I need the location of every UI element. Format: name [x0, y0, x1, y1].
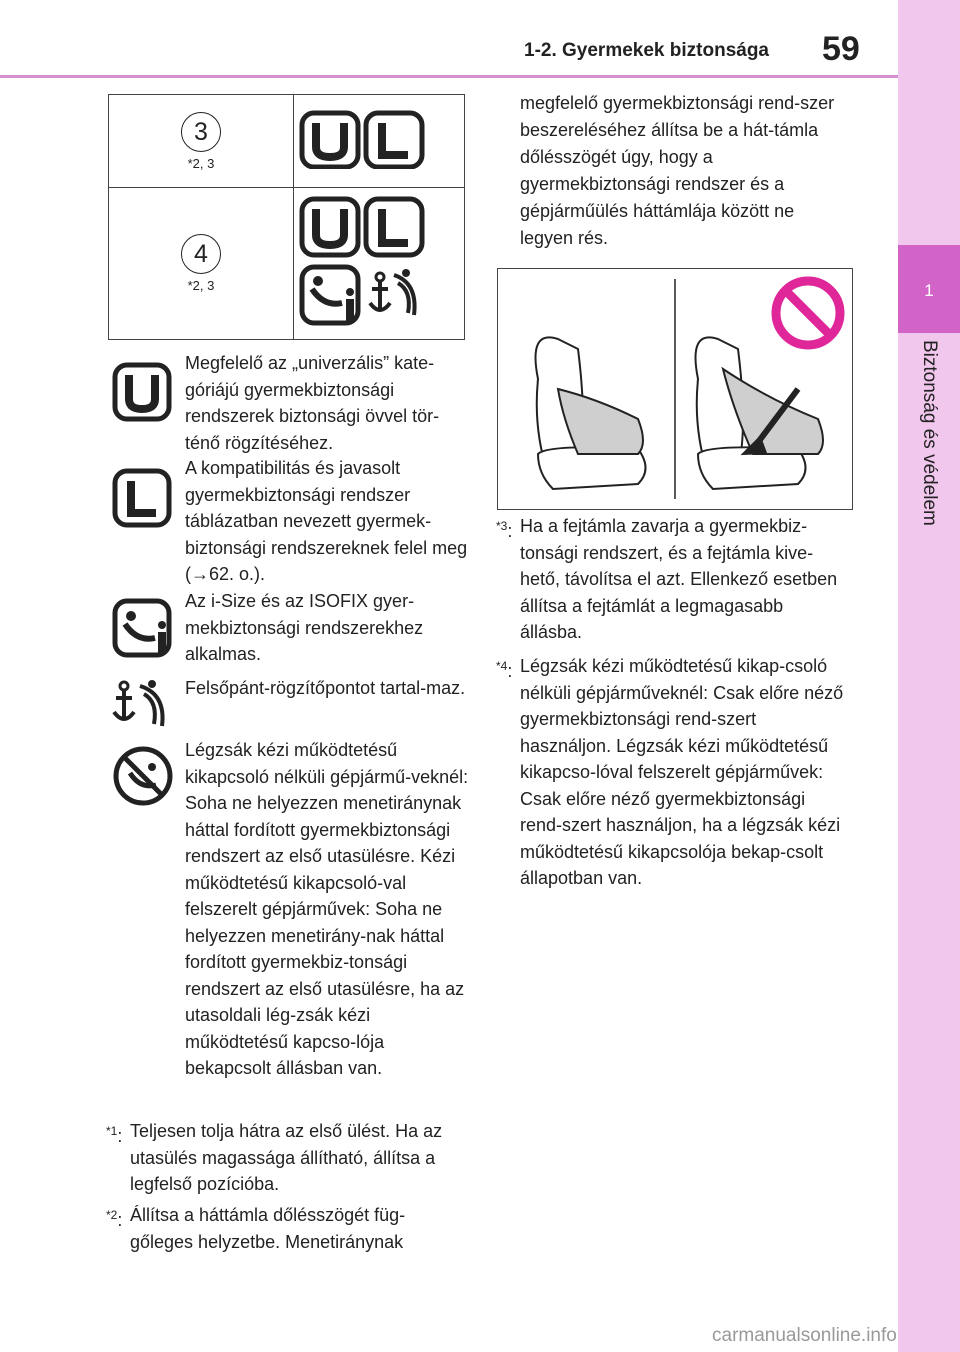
legend-text: Az i-Size és az ISOFIX gyer-mekbiztonsági rendszerekhez alkalmas.: [185, 591, 424, 664]
footnote-mark: *2: [106, 1208, 118, 1222]
footnote: $^{*3}$: Ha a fejtámla zavarja a gyermekbiz-tonsági rendszert, és a fejtámla kive-hető, távolítsa el azt. Ellenkező esetben állítsa a fejtámlát a legmagasabb állásba.: [496, 513, 848, 646]
seat-gap-icon: [696, 337, 824, 489]
footnote: $^{*4}$: Légzsák kézi működtetésű kikap-csoló nélküli gépjárművekn​él: Csak előre néző gyermekbiztonsági rend-szert használjon. Légzsák kézi működtetésű kikapcso-lóval felszerelt gépjárművek: Csak előre néző gyermekbiztonsági rend-szert használjon, ha a légzsák kézi működtetésű kikapcsolója bekap-csolt állapotban van.: [496, 653, 848, 892]
page-number: 59: [822, 30, 860, 68]
legend-text: Felsőpánt-rögzítőpontot tartal-maz.: [185, 678, 466, 698]
prohibition-icon: [776, 281, 840, 345]
list-l-icon: [366, 113, 422, 167]
section-title: 1-2. Gyermekek biztonsága: [524, 40, 769, 61]
side-strip-top: [898, 0, 960, 245]
isize-isofix-icon: [112, 598, 172, 658]
top-tether-anchor-icon: [112, 680, 172, 730]
legend-text: Megfelelő az „univerzális” kate-góriájú gyermekbiztonsági rendszerek biztonsági övvel tör-ténő rögzítéséhez.: [185, 353, 440, 453]
table-row: [109, 188, 465, 340]
position-cell: [109, 188, 294, 340]
intro-text: megfelelő gyermekbiztonsági rend-szer beszereléséhez állítsa be a hát-támla dőlésszögét úgy, hogy a gyermekbiztonsági rendszer és a gépjárműülés háttámlája között ne legyen rés.: [520, 93, 835, 248]
position-cell: [109, 95, 294, 188]
footnote-text: Állítsa a háttámla dőlésszögét füg-gőleges helyzetbe. Menetiránynak: [130, 1205, 406, 1252]
footnote-mark: *4: [496, 659, 508, 673]
universal-u-icon: [112, 362, 172, 422]
universal-u-icon: [302, 113, 358, 167]
seat-illustration: [497, 268, 853, 510]
footnote: $^{*1}$: Teljesen tolja hátra az első ülést. Ha az utasülés magassága állítható, állítsa a legfelső pozícióba.: [106, 1118, 466, 1198]
watermark: carmanualsonline.info: [712, 1325, 897, 1346]
icon-cell: [294, 188, 465, 340]
footnote: $^{*2}$: Állítsa a háttámla dőlésszögét füg-gőleges helyzetbe. Menetiránynak: [106, 1202, 466, 1255]
chapter-label: Biztonság és védelem: [919, 340, 940, 526]
compatibility-table: [108, 94, 465, 340]
chapter-number: 1: [924, 281, 934, 300]
chapter-tab[interactable]: [898, 245, 960, 333]
icon-cell: [294, 95, 465, 188]
isize-isofix-icon: [302, 267, 358, 323]
no-rear-facing-icon: [112, 745, 174, 807]
footnote-mark: *3: [496, 519, 508, 533]
list-l-icon: [366, 199, 422, 255]
seat-correct-icon: [536, 337, 646, 489]
top-tether-anchor-icon: [370, 269, 415, 315]
position-note: *2, 3: [187, 155, 215, 171]
table-row: [109, 95, 465, 188]
footnote-text: Ha a fejtámla zavarja a gyermekbiz-tonsági rendszert, és a fejtámla kive-hető, távolítsa el azt. Ellenkező esetben állítsa a fejtámlát a legmagasabb állásba.: [520, 516, 838, 642]
position-number: 4: [181, 234, 221, 274]
header-rule: [0, 75, 898, 78]
legend-text: Légzsák kézi működtetésű kikapcsoló nélküli gépjármű-veknél: Soha ne helyezzen menetiránynak háttal fordított gyermekbiztonsági rendszert az első utasülésre. Kézi működtetésű kikapcsoló-val felszerelt gépjárművek: Soha ne helyezzen menetirány-nak háttal fordított gyermekbiz-tonsági rendszert az első utasülésre, ha az utasoldali lég-zsák kézi működtetésű kapcso-lója bekapcsolt állásban van.: [185, 740, 469, 1078]
footnote-mark: *1: [106, 1124, 118, 1138]
universal-u-icon: [302, 199, 358, 255]
footnote-text: Légzsák kézi működtetésű kikap-csoló nélküli gépjárművekn​él: Csak előre néző gyermekbiztonsági rend-szert használjon. Légzsák kézi működtetésű kikapcso-lóval felszerelt gépjárművek: Csak előre néző gyermekbiztonsági rend-szert használjon, ha a légzsák kézi működtetésű kikapcsolója bekap-csolt állapotban van.: [520, 656, 844, 888]
position-note: *2, 3: [187, 278, 215, 293]
footnote-text: Teljesen tolja hátra az első ülést. Ha az utasülés magassága állítható, állítsa a legfelső pozícióba.: [130, 1121, 443, 1194]
position-number: 3: [181, 112, 221, 152]
legend-text: A kompatibilitás és javasolt gyermekbiztonsági rendszer táblázatban nevezett gyermek-biztonsági rendszereknek felel meg (→62. o.).: [185, 458, 468, 584]
list-l-icon: [112, 468, 172, 528]
